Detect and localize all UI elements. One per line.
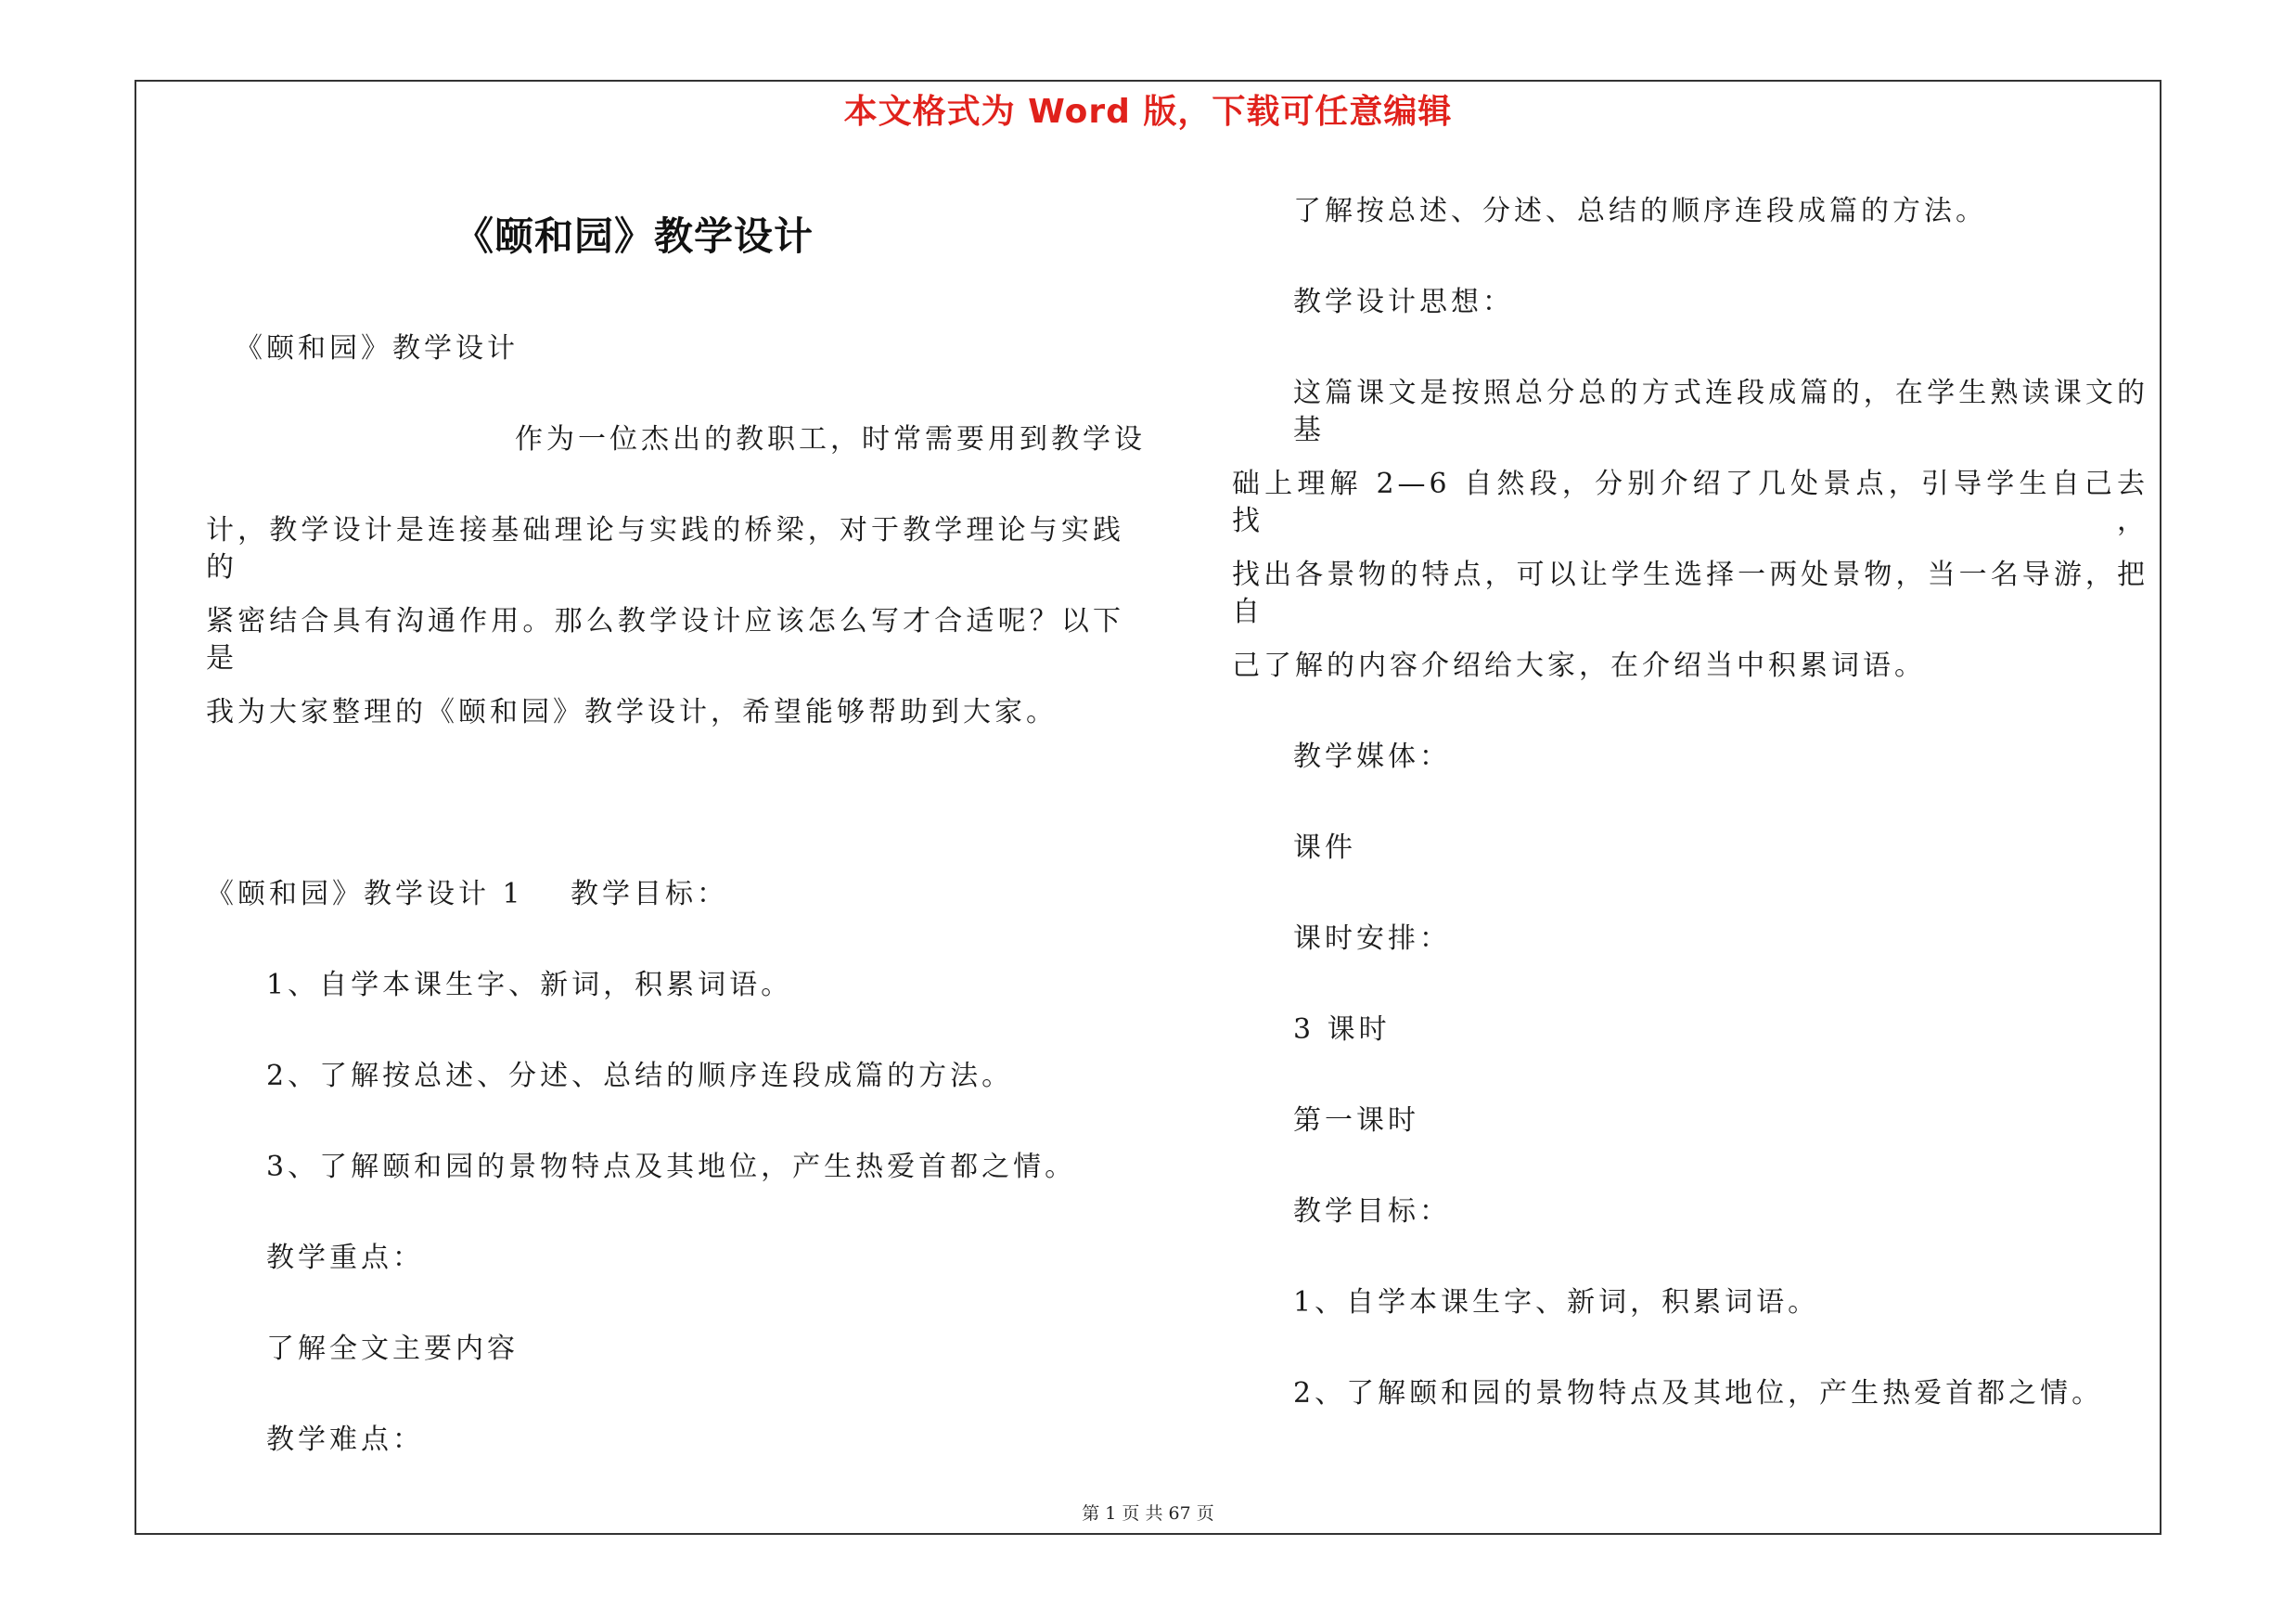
intro-paragraph-line: 紧密结合具有沟通作用。那么教学设计应该怎么写才合适呢？以下是 <box>206 605 1124 675</box>
subtitle: 《颐和园》教学设计 <box>235 332 519 365</box>
key-points-label: 教学重点： <box>266 1242 424 1274</box>
goal-item: 1、自学本课生字、新词，积累词语。 <box>266 969 793 1001</box>
goal-item: 1、自学本课生字、新词，积累词语。 <box>1293 1286 1820 1319</box>
schedule-text: 3 课时 <box>1293 1013 1391 1046</box>
goal-item: 3、了解颐和园的景物特点及其地位，产生热爱首都之情。 <box>266 1151 1077 1183</box>
idea-paragraph-line: 找出各景物的特点，可以让学生选择一两处景物，当一名导游，把自 <box>1232 559 2148 628</box>
page-footer: 第 1 页 共 67 页 <box>1082 1503 1214 1524</box>
difficulty-label: 教学难点： <box>266 1423 424 1456</box>
section-heading: 《颐和园》教学设计 1 <box>206 878 524 910</box>
media-text: 课件 <box>1293 831 1356 864</box>
idea-label: 教学设计思想： <box>1293 286 1514 318</box>
media-label: 教学媒体： <box>1293 741 1451 773</box>
key-points-text: 了解全文主要内容 <box>266 1333 519 1365</box>
intro-paragraph-line: 作为一位杰出的教职工，时常需要用到教学设 <box>515 423 1146 456</box>
goals-label: 教学目标： <box>571 878 728 910</box>
idea-paragraph-line: 这篇课文是按照总分总的方式连段成篇的，在学生熟读课文的基 <box>1293 377 2148 446</box>
goals-label: 教学目标： <box>1293 1195 1451 1228</box>
intro-paragraph-line: 我为大家整理的《颐和园》教学设计，希望能够帮助到大家。 <box>206 696 1058 728</box>
format-banner: 本文格式为 Word 版，下载可任意编辑 <box>843 93 1453 131</box>
document-title: 《颐和园》教学设计 <box>455 213 815 259</box>
intro-paragraph-line: 计，教学设计是连接基础理论与实践的桥梁，对于教学理论与实践的 <box>206 514 1124 584</box>
idea-paragraph-line: 己了解的内容介绍给大家，在介绍当中积累词语。 <box>1232 650 1926 682</box>
idea-paragraph-line: 础上理解 2—6 自然段，分别介绍了几处景点，引导学生自己去找， <box>1232 468 2148 537</box>
difficulty-text: 了解按总述、分述、总结的顺序连段成篇的方法。 <box>1293 195 1987 227</box>
lesson-heading: 第一课时 <box>1293 1104 1419 1137</box>
goal-item: 2、了解颐和园的景物特点及其地位，产生热爱首都之情。 <box>1293 1377 2104 1410</box>
goal-item: 2、了解按总述、分述、总结的顺序连段成篇的方法。 <box>266 1060 1014 1092</box>
page-frame <box>135 80 2161 1535</box>
schedule-label: 课时安排： <box>1293 922 1451 955</box>
